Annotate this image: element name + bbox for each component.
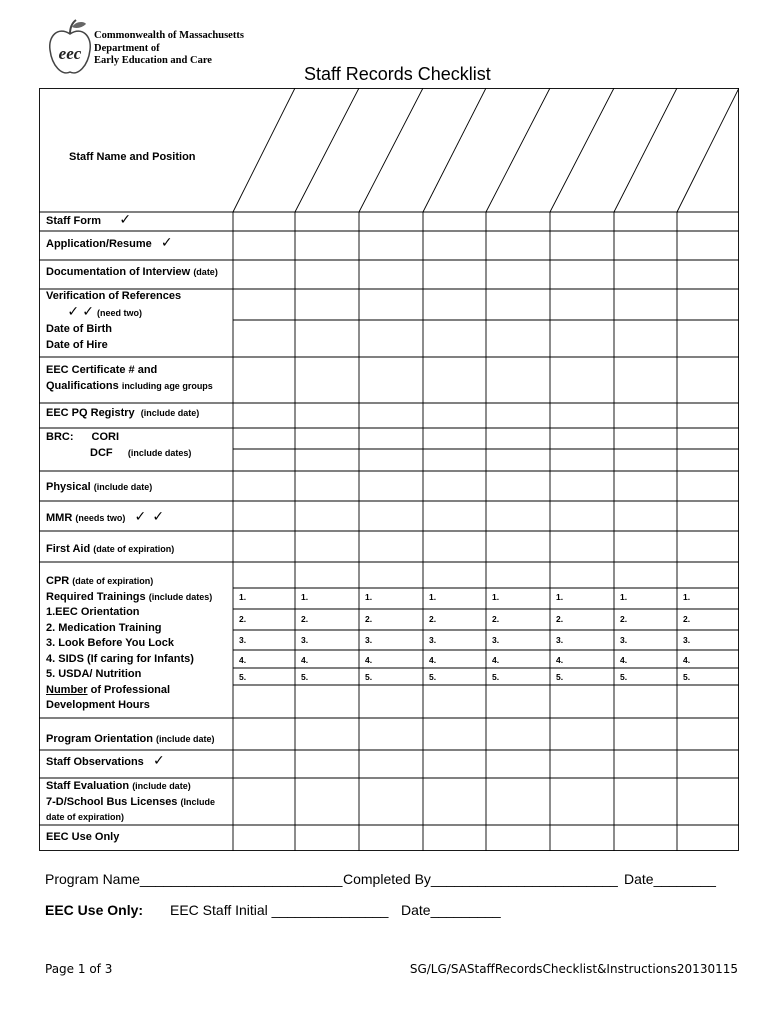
training-3: 3. Look Before You Lock [46,637,174,649]
eec-certificate-label: EEC Certificate # and [46,364,158,376]
physical-note: (include date) [93,482,153,492]
staff-name-position-header: Staff Name and Position [69,151,196,163]
eec-staff-initial-field[interactable]: EEC Staff Initial _______________ [170,902,389,918]
training-number-cell: 4. [429,655,437,665]
eec-apple-logo [48,18,92,78]
training-number-cell: 4. [365,655,373,665]
training-number-cell: 3. [683,635,691,645]
bus-license-note-2: date of expiration) [46,812,125,822]
training-number-cell: 5. [429,672,437,682]
completed-by-field[interactable]: Completed By________________________ [343,871,618,887]
training-number-cell: 4. [556,655,564,665]
training-number-cell: 2. [492,614,500,624]
row-mmr [46,510,164,527]
references-note: (need two) [97,307,142,318]
training-number-cell: 5. [365,672,373,682]
training-2: 2. Medication Training [46,621,162,634]
professional-development-number: Number [46,683,88,696]
row-brc [46,430,191,461]
training-number-cell: 1. [301,592,309,602]
brc-label: BRC: [46,431,74,443]
training-number-cell: 3. [492,635,500,645]
required-trainings-note: (include dates) [148,591,213,602]
training-number-cell: 4. [683,655,691,665]
bus-license-label: 7-D/School Bus Licenses [46,795,178,808]
training-number-cell: 1. [365,592,373,602]
dcf-note: (include dates) [127,447,192,458]
bus-license-note: (Include [180,796,216,807]
row-staff-form [46,213,131,230]
checkmark-icon: ✓ [67,303,80,320]
row-references [46,289,181,321]
row-application-resume [46,236,173,253]
first-aid-note: (date of expiration) [93,544,175,554]
training-number-cell: 5. [492,672,500,682]
row-dob-doh [46,322,112,353]
row-cpr-trainings [46,574,212,714]
document-header [48,18,738,88]
training-number-cell: 5. [683,672,691,682]
training-number-cell: 1. [683,592,691,602]
training-number-cell: 5. [301,672,309,682]
checkmark-icon: ✓ [160,235,173,251]
cpr-label: CPR [46,575,70,587]
training-number-cell: 4. [492,655,500,665]
mmr-label: MMR [46,512,73,524]
date-of-birth-label: Date of Birth [46,323,112,335]
training-number-cell: 2. [620,614,628,624]
date-of-hire-label: Date of Hire [46,338,108,351]
training-5: 5. USDA/ Nutrition [46,668,142,680]
pq-registry-label: EEC PQ Registry [46,407,135,419]
training-number-cell: 4. [620,655,628,665]
program-orientation-label: Program Orientation [46,733,153,745]
staff-records-table [39,88,739,851]
professional-development-label: of Professional [87,683,171,696]
cpr-note: (date of expiration) [72,576,154,586]
checkmark-icon: ✓ [152,509,165,525]
dcf-label: DCF [90,446,113,459]
required-trainings-label: Required Trainings [46,590,146,603]
training-number-cell: 5. [239,672,247,682]
row-interview [46,265,218,281]
page-title: Staff Records Checklist [304,64,491,84]
training-number-cell: 2. [239,614,247,624]
training-number-cell: 2. [429,614,437,624]
interview-note: (date) [193,267,218,277]
training-number-cell: 4. [301,655,309,665]
training-number-cell: 1. [620,592,628,602]
training-number-cell: 1. [239,592,247,602]
logo-text: eec [58,44,82,63]
pq-registry-note: (include date) [140,408,200,418]
application-label: Application/Resume [46,238,152,250]
training-4: 4. SIDS (If caring for Infants) [46,652,194,665]
physical-label: Physical [46,481,91,493]
references-label: Verification of References [46,290,182,302]
development-hours-label: Development Hours [46,699,150,711]
row-eec-certificate [46,363,213,394]
row-staff-evaluation [46,779,215,826]
org-line-3: Early Education and Care [94,55,212,66]
training-number-cell: 5. [620,672,628,682]
checkmark-icon: ✓ [134,509,147,525]
first-aid-label: First Aid [46,543,91,555]
qualifications-label: Qualifications [46,379,119,392]
eec-date-field[interactable]: Date_________ [401,902,501,918]
eec-use-only-label: EEC Use Only: [45,902,144,918]
organization-name [94,30,244,68]
qualifications-note: including age groups [121,380,213,391]
page-number: Page 1 of 3 [45,962,113,976]
row-eec-use-only: EEC Use Only [46,831,120,843]
staff-evaluation-label: Staff Evaluation [46,780,130,792]
checkmark-icon: ✓ [119,212,132,228]
training-number-cell: 1. [492,592,500,602]
row-program-orientation [46,732,215,748]
date-field[interactable]: Date________ [624,871,716,887]
row-physical [46,480,152,496]
training-number-cell: 1. [556,592,564,602]
training-number-cell: 3. [620,635,628,645]
program-name-field[interactable]: Program Name__________________________ [45,871,343,887]
training-number-cell: 3. [365,635,373,645]
row-first-aid [46,542,174,558]
training-number-cell: 1. [429,592,437,602]
training-number-cell: 5. [556,672,564,682]
training-number-cell: 4. [239,655,247,665]
checkmark-icon: ✓ [152,753,165,769]
org-line-1: Commonwealth of Massachusetts [94,30,244,41]
training-1: 1.EEC Orientation [46,606,140,618]
training-number-cell: 2. [365,614,373,624]
training-number-cell: 2. [556,614,564,624]
staff-observations-label: Staff Observations [46,756,144,768]
row-pq-registry [46,406,199,422]
interview-label: Documentation of Interview [46,266,191,278]
staff-form-label: Staff Form [46,215,101,227]
org-line-2: Department of [94,42,160,54]
training-number-cell: 2. [683,614,691,624]
row-staff-observations [46,754,165,771]
training-number-cell: 3. [556,635,564,645]
mmr-note: (needs two) [75,513,126,523]
cori-label: CORI [91,431,119,443]
training-number-cell: 3. [239,635,247,645]
program-orientation-note: (include date) [156,734,215,744]
training-number-cell: 3. [429,635,437,645]
checkmark-icon: ✓ [82,303,94,320]
staff-evaluation-note: (include date) [132,781,191,791]
training-number-cell: 3. [301,635,309,645]
training-number-cell: 2. [301,614,309,624]
document-id: SG/LG/SAStaffRecordsChecklist&Instructions20130115 [409,962,738,976]
